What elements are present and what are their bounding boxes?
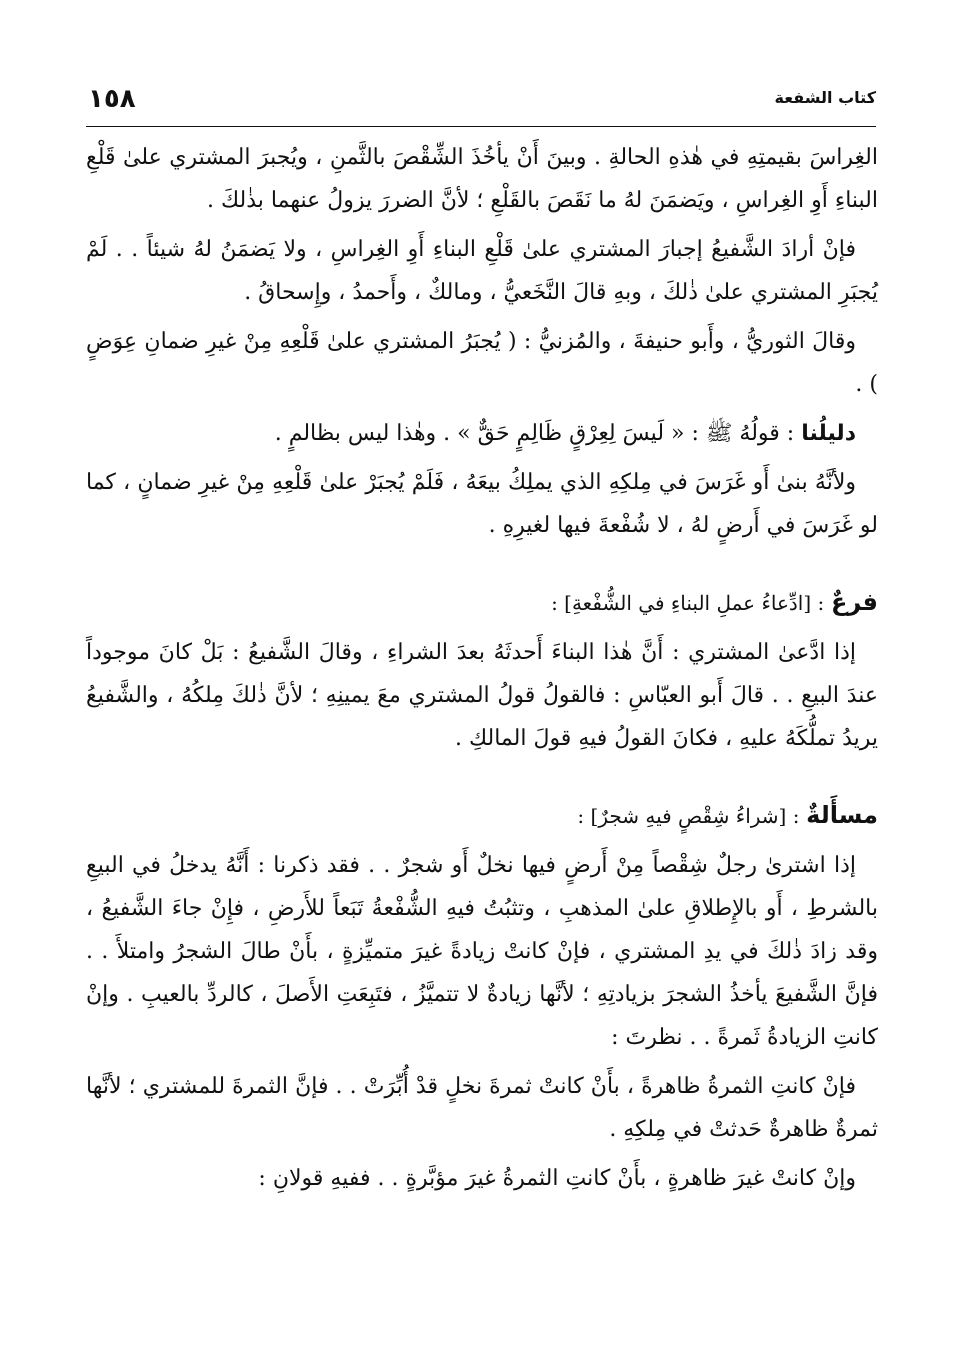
page-number: ١٥٨ — [88, 84, 136, 114]
page-body — [86, 136, 878, 1206]
paragraph: ولأنَّهُ بنىٰ أَو غَرَسَ في مِلكِهِ الذي يملِكُ بيعَهُ ، فَلَمْ يُجبَرْ علىٰ قَلْعِهِ مِنْ غيرِ ضمانٍ ، كما لو غَرَسَ في أَرضٍ لهُ ، لا شُفْعةَ فيها لغيرِهِ . — [86, 470, 878, 538]
page-header — [86, 84, 876, 126]
dalil-text: : قولُهُ ﷺ : « لَيسَ لِعِرْقٍ ظَالِمٍ حَقٌّ » . وهٰذا ليس بظالمٍ . — [274, 421, 795, 446]
far-subtitle: : [ادِّعاءُ عملِ البناءِ في الشُّفْعةِ] : — [551, 591, 825, 615]
paragraph: الغِراسَ بقيمتِهِ في هٰذهِ الحالةِ . وبينَ أَنْ يأخُذَ الشِّقْصَ بالثَّمنِ ، ويُجبرَ المشتري علىٰ قَلْعِ البناءِ أَوِ الغِراسِ ، ويَضمَنَ لهُ ما نَقَصَ بالقَلْعِ ؛ لأنَّ الضررَ يزولُ عنهما بذٰلكَ . — [86, 145, 878, 213]
masala-subtitle: : [شراءُ شِقْصٍ فيهِ شجرٌ] : — [577, 804, 800, 828]
section-heading-far — [86, 581, 878, 625]
paragraph: فإنْ كانتِ الثمرةُ ظاهرةً ، بأَنْ كانتْ ثمرةَ نخلٍ قدْ أُبِّرَتْ . . فإنَّ الثمرةَ للمشتري ؛ لأنَّها ثمرةٌ ظاهرةٌ حَدثتْ في مِلكِهِ . — [86, 1074, 878, 1142]
dalil-paragraph — [86, 412, 878, 455]
paragraph: وقالَ الثوريُّ ، وأَبو حنيفةَ ، والمُزنيُّ : ( يُجبَرُ المشتري علىٰ قَلْعِهِ مِنْ غيرِ ضمانِ عِوَضٍ ) . — [86, 329, 878, 397]
paragraph: إذا ادَّعىٰ المشتري : أَنَّ هٰذا البناءَ أَحدثَهُ بعدَ الشراءِ ، وقالَ الشَّفيعُ : بَلْ كانَ موجوداً عندَ البيعِ . . قالَ أَبو العبّاسِ : فالقولُ قولُ المشتري معَ يمينِهِ ؛ لأنَّ ذٰلكَ مِلكُهُ ، والشَّفيعُ يريدُ تملُّكَهُ عليهِ ، فكانَ القولُ فيهِ قولَ المالكِ . — [86, 640, 878, 751]
dalil-label: دليلُنا — [801, 421, 856, 446]
running-title: كتاب الشفعة — [774, 88, 876, 107]
far-keyword: فرعٌ — [830, 588, 878, 616]
paragraph: إذا اشترىٰ رجلٌ شِقْصاً مِنْ أَرضٍ فيها نخلٌ أَو شجرٌ . . فقد ذكرنا : أَنَّهُ يدخلُ في البيعِ بالشرطِ ، أَو بالإِطلاقِ علىٰ المذهبِ ، وتثبُتُ فيهِ الشُّفْعةُ تَبَعاً للأَرضِ ، فإِنْ جاءَ الشَّفيعُ ، وقد زادَ ذٰلكَ في يدِ المشتري ، فإنْ كانتْ زيادةً غيرَ متميِّزةٍ ، بأَنْ طالَ الشجرُ وامتلأَ . . فإنَّ الشَّفيعَ يأخذُ الشجرَ بزيادتِهِ ؛ لأنَّها زيادةٌ لا تتميَّزُ ، فتَبِعَتِ الأَصلَ ، كالردِّ بالعيبِ . وإنْ كانتِ الزيادةُ ثَمرةً . . نظرتَ : — [86, 853, 878, 1050]
section-heading-masala — [86, 794, 878, 838]
masala-keyword: مسأَلةٌ — [806, 801, 878, 829]
paragraph: فإنْ أرادَ الشَّفيعُ إجبارَ المشتري علىٰ قَلْعِ البناءِ أَوِ الغِراسِ ، ولا يَضمَنُ لهُ شيئاً . . لَمْ يُجبَرِ المشتري علىٰ ذٰلكَ ، وبهِ قالَ النَّخَعيُّ ، ومالكٌ ، وأَحمدُ ، وإِسحاقُ . — [86, 237, 878, 305]
header-rule — [86, 126, 876, 127]
paragraph: وإنْ كانتْ غيرَ ظاهرةٍ ، بأَنْ كانتِ الثمرةُ غيرَ مؤبَّرةٍ . . ففيهِ قولانِ : — [258, 1166, 856, 1191]
